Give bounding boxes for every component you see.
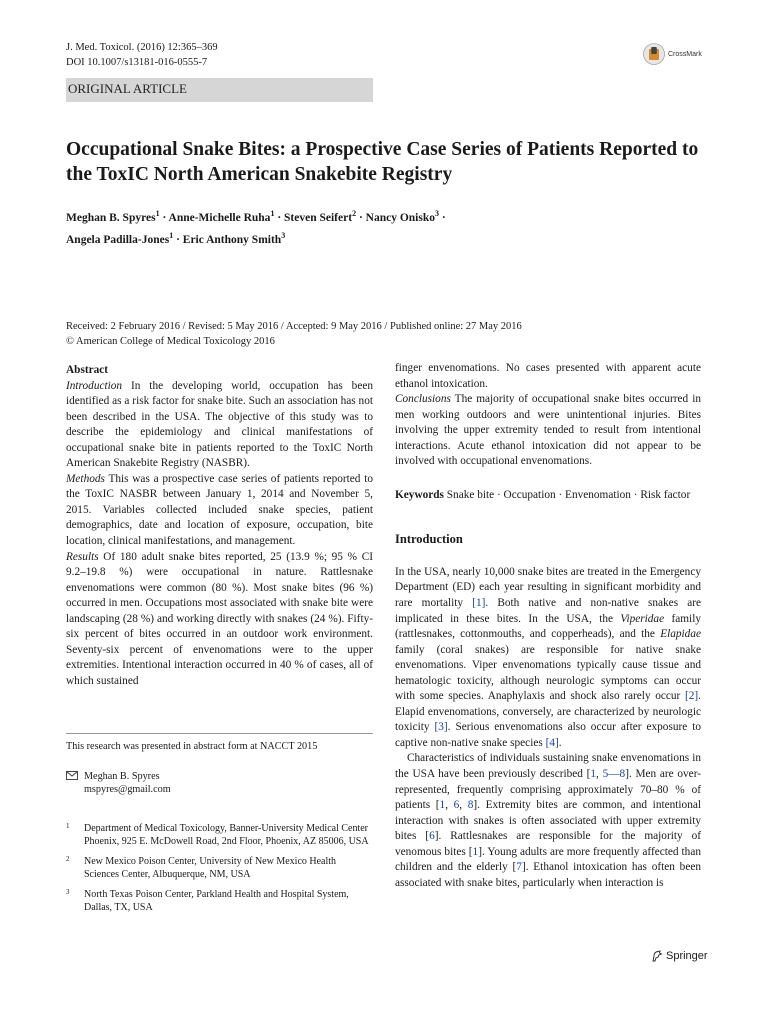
abstract-results-continued: finger envenomations. No cases presented with apparent acute ethanol intoxication. <box>395 362 701 390</box>
body-text: family (coral snakes) are responsible for native snake envenomations. Viper envenomations typically cause tissue and hematologic toxicity, although neurologic symptoms can occur with some species. Anaphylaxis and shock also rarely occur <box>395 643 701 703</box>
footnote-divider <box>66 733 373 734</box>
left-column <box>66 363 373 689</box>
abstract-text: The majority of occupational snake bites occurred in men working outdoors and were unintentional injuries. Bites involving the upper extremity tended to result from intentional interactions. Acute ethanol intoxication did not appear to be involved with occupational envenomations. <box>395 393 701 468</box>
body-text: Characteristics of individuals sustaining snake envenomations in the USA have been previously described [ <box>395 752 701 781</box>
springer-horse-icon <box>651 950 663 962</box>
body-text: ]. Ethanol intoxication has often been associated with snake bites, particularly when interaction is <box>395 861 701 889</box>
citation-link[interactable]: [3] <box>434 721 448 734</box>
abstract-methods <box>66 472 373 550</box>
affiliation-text: Department of Medical Toxicology, Banner-University Medical Center Phoenix, 925 E. McDowell Road, 2nd Floor, Phoenix, AZ 85006, USA <box>84 823 369 847</box>
article-type-banner: ORIGINAL ARTICLE <box>66 78 373 102</box>
corresponding-email[interactable]: mspyres@gmail.com <box>84 784 171 795</box>
keywords-label: Keywords <box>395 488 444 501</box>
publisher-name: Springer <box>666 950 708 962</box>
corresponding-author <box>66 770 171 796</box>
author-list: Meghan B. Spyres$^1$ · Anne-Michelle Ruha$^1$ · Steven Seifert$^2$ · Nancy Onisko$^3$ · Angela Padilla-Jones$^1$ · Eric Anthony Smith$^3$ <box>66 209 446 246</box>
citation-link[interactable]: 6 <box>429 830 435 843</box>
body-text: In the USA, nearly 10,000 snake bites are treated in the Emergency Department (ED) each year resulting in significant morbidity and rare mortality <box>395 565 701 610</box>
affiliation-number: 3 <box>66 888 70 896</box>
body-text: , <box>445 799 454 812</box>
section-heading: Introduction <box>395 532 463 547</box>
paper-title: Occupational Snake Bites: a Prospective Case Series of Patients Reported to the ToxIC North American Snakebite Registry <box>66 139 699 185</box>
citation-link[interactable]: [2] <box>684 690 699 703</box>
citation-link[interactable]: 5 <box>602 768 609 781</box>
citation-link[interactable]: 7 <box>516 861 522 874</box>
body-text: ]. Rattlesnakes are responsible for the majority of venomous bites [ <box>395 830 701 858</box>
intro-paragraph-2 <box>395 751 701 891</box>
right-column <box>395 361 701 891</box>
citation-link[interactable]: 8 <box>619 768 626 781</box>
crossmark-badge[interactable] <box>643 43 702 65</box>
author-affil-marker: 2 <box>352 209 357 218</box>
body-text: ]. Extremity bites are common, and intentional interaction with snakes is often associated with upper extremity bites [ <box>395 799 701 843</box>
author-name[interactable]: Eric Anthony Smith <box>182 233 282 246</box>
body-text: ]. Young adults are more frequently affected than children and the elderly [ <box>395 845 701 874</box>
abstract-label: Conclusions <box>395 393 451 406</box>
journal-citation: J. Med. Toxicol. (2016) 12:365–369 <box>66 42 218 53</box>
crossmark-label: CrossMark <box>668 50 702 58</box>
taxon-name: Elapidae <box>660 628 701 641</box>
citation-link[interactable]: [4] <box>545 736 559 749</box>
citation-link[interactable]: 6 <box>453 799 460 812</box>
affiliation-item <box>66 888 373 914</box>
abstract-label: Results <box>66 550 99 563</box>
author-name[interactable]: Anne-Michelle Ruha <box>168 211 271 224</box>
affiliation-number: 2 <box>66 855 70 863</box>
author-affil-marker: 1 <box>270 209 275 218</box>
affiliation-text: New Mexico Poison Center, University of New Mexico Health Sciences Center, Albuquerque, NM, USA <box>84 856 337 880</box>
publisher-logo <box>651 950 708 962</box>
copyright-line: © American College of Medical Toxicology 2016 <box>66 336 275 347</box>
affiliation-text: North Texas Poison Center, Parkland Health and Hospital System, Dallas, TX, USA <box>84 889 349 913</box>
keywords-text: Snake bite · Occupation · Envenomation · Risk factor <box>443 488 691 501</box>
envelope-icon <box>66 771 78 780</box>
body-text: . <box>558 736 562 749</box>
author-affil-marker: 3 <box>281 230 286 240</box>
body-text: . Elapid envenomations, conversely, are characterized by neurologic toxicity <box>395 690 701 734</box>
author-name[interactable]: Angela Padilla-Jones <box>66 233 170 246</box>
citation-link[interactable]: 1 <box>472 845 479 858</box>
abstract-heading: Abstract <box>66 364 109 376</box>
body-text: , <box>459 799 468 812</box>
body-text: ]. Men are over-represented, frequently comprising approximately 70–80 % of patients [ <box>395 768 701 812</box>
citation-link[interactable]: 1 <box>439 799 446 812</box>
citation-link[interactable]: 8 <box>467 799 474 812</box>
affiliation-list <box>66 822 373 921</box>
author-name[interactable]: Nancy Onisko <box>365 211 435 224</box>
abstract-text: This was a prospective case series of patients reported to the ToxIC NASBR between January 1, 2014 and November 5, 2015. Variables collected included snake species, patient demographics, date and location of exposure, occupation, bite location, clinical manifestations, and management. <box>66 472 373 548</box>
body-text: family (rattlesnakes, cottonmouths, and copperheads), and the <box>395 612 701 641</box>
body-text: . Serious envenomations also occur after exposure to captive non-native snake species <box>395 721 702 749</box>
abstract-label: Introduction <box>66 379 123 392</box>
journal-header <box>66 40 218 70</box>
abstract-label: Methods <box>66 472 105 485</box>
author-name[interactable]: Steven Seifert <box>284 211 353 224</box>
author-affil-marker: 3 <box>435 209 439 218</box>
affiliation-item <box>66 855 373 881</box>
keywords <box>395 488 701 504</box>
publication-dates <box>66 319 706 349</box>
abstract-results <box>66 550 373 690</box>
abstract-text: Of 180 adult snake bites reported, 25 (13.9 %; 95 % CI 9.2–19.8 %) were occupational in nature. Rattlesnake envenomations were common (80 %). Most snake bites (96 %) occurred in men. Occupations most associated with snake bite were landscaping (28 %) and working directly with snakes (24 %). Fifty-six percent of bites occurred in an outdoor work environment. Seventy-six percent of envenomations were to the upper extremities. Intentional interaction occurred in 40 % of cases, all of which sustained <box>66 550 373 687</box>
intro-paragraph-1 <box>395 565 701 752</box>
crossmark-icon <box>643 43 665 65</box>
history-dates: Received: 2 February 2016 / Revised: 5 May 2016 / Accepted: 9 May 2016 / Published online: 27 May 2016 <box>66 321 522 332</box>
affiliation-item <box>66 822 373 848</box>
body-text: . Both native and non-native snakes are implicated in these bites. In the USA, the <box>395 597 701 625</box>
taxon-name: Viperidae <box>620 612 665 625</box>
author-name[interactable]: Meghan B. Spyres <box>66 211 156 224</box>
corresponding-name: Meghan B. Spyres <box>84 771 160 782</box>
citation-link[interactable]: 1 <box>590 768 597 781</box>
presentation-note: This research was presented in abstract form at NACCT 2015 <box>66 741 318 752</box>
abstract-text: In the developing world, occupation has been identified as a risk factor for snake bite. Such an association has not been described in the USA. The objective of this study was to describe the epidemiology and clinical manifestations of occupational snake bite in patients reported to the ToxIC North American Snakebite Registry (NASBR). <box>66 379 373 470</box>
citation-link[interactable]: [1] <box>472 597 486 610</box>
abstract-introduction <box>66 379 373 472</box>
body-text: , <box>596 768 603 781</box>
author-affil-marker: 1 <box>155 209 160 218</box>
citation-link[interactable]: — <box>608 768 620 781</box>
affiliation-number: 1 <box>66 822 70 830</box>
abstract-conclusions <box>395 392 701 470</box>
journal-doi[interactable]: DOI 10.1007/s13181-016-0555-7 <box>66 57 208 68</box>
author-affil-marker: 1 <box>169 230 174 240</box>
